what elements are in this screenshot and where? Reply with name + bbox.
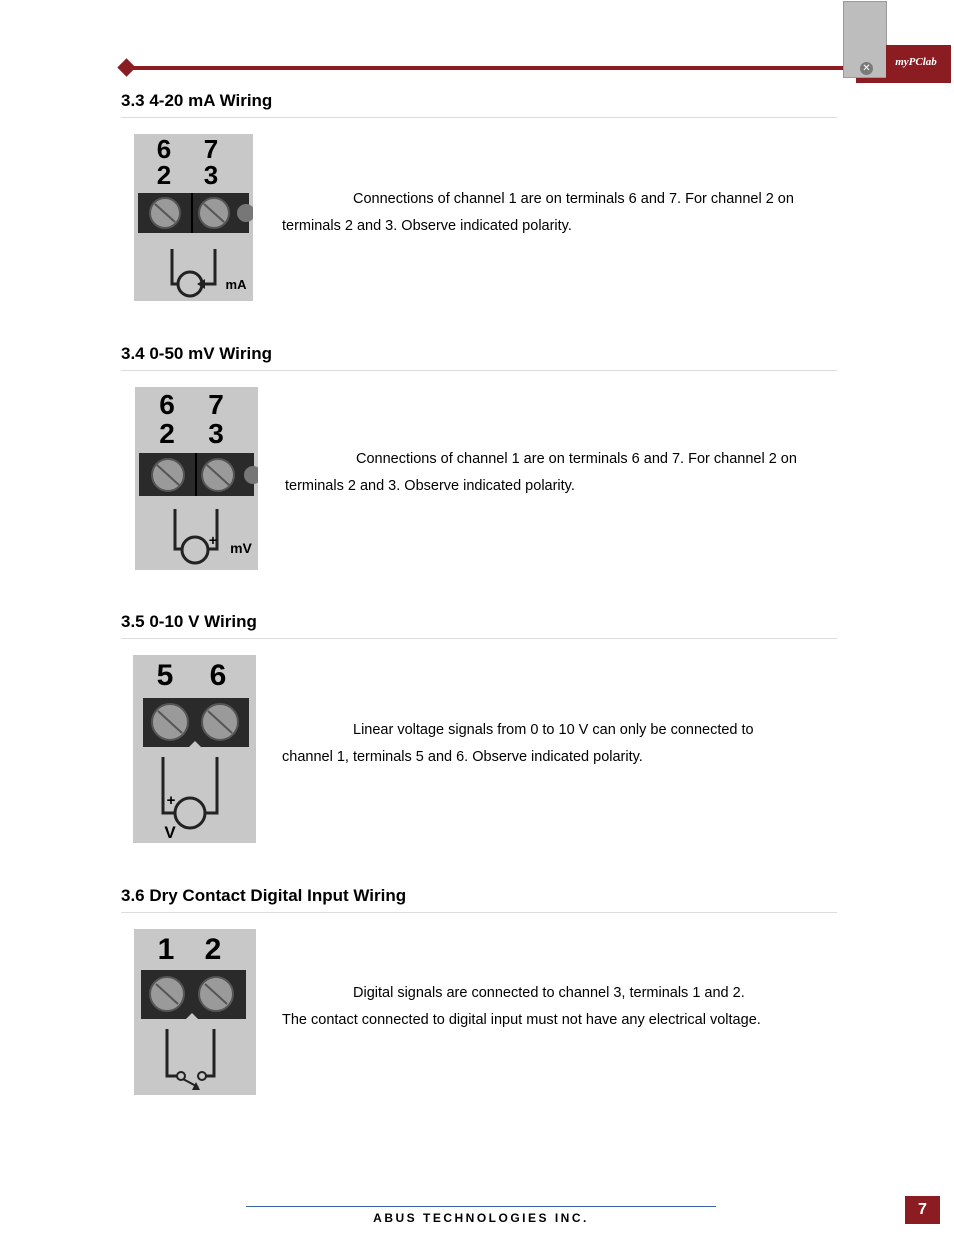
- section-paragraph: [282, 186, 839, 240]
- section-title: 3.5 0-10 V Wiring: [121, 612, 257, 631]
- terminal-label: 5: [156, 659, 174, 692]
- terminal-label: 2: [204, 933, 222, 966]
- section-paragraph: [285, 446, 867, 500]
- terminal-label: 6: [156, 134, 172, 164]
- section-title: 3.3 4-20 mA Wiring: [121, 91, 273, 110]
- section-paragraph: [282, 980, 839, 1034]
- paragraph-line: Linear voltage signals from 0 to 10 V can only be connected to: [353, 722, 754, 738]
- header-rule: [128, 66, 848, 70]
- terminal-label: 2: [156, 160, 172, 190]
- paragraph-line: Digital signals are connected to channel 3, terminals 1 and 2.: [353, 985, 745, 1001]
- terminal-label: 6: [209, 659, 227, 692]
- header-diamond-ornament: [117, 58, 135, 76]
- section-divider: [121, 370, 837, 371]
- page-number: 7: [905, 1196, 940, 1224]
- paragraph-line: Connections of channel 1 are on terminals 6 and 7. For channel 2 on: [356, 451, 797, 467]
- terminal-label: 6: [159, 389, 175, 420]
- svg-text:+: +: [208, 532, 218, 548]
- terminal-label: 3: [208, 418, 224, 449]
- wiring-diagram-ma: [134, 134, 253, 301]
- terminal-label: 7: [208, 389, 224, 420]
- svg-text:+: +: [166, 792, 176, 809]
- section-title: 3.4 0-50 mV Wiring: [121, 344, 273, 363]
- wiring-diagram-mv: [135, 387, 258, 570]
- section-divider: [121, 638, 837, 639]
- paragraph-line: terminals 2 and 3. Observe indicated polarity.: [285, 478, 575, 494]
- paragraph-line: terminals 2 and 3. Observe indicated polarity.: [282, 218, 572, 234]
- paragraph-line: channel 1, terminals 5 and 6. Observe indicated polarity.: [282, 749, 643, 765]
- terminal-label: 2: [159, 418, 175, 449]
- unit-label: V: [164, 823, 176, 842]
- section-title: 3.6 Dry Contact Digital Input Wiring: [121, 886, 407, 905]
- paragraph-line: The contact connected to digital input must not have any electrical voltage.: [282, 1012, 761, 1028]
- terminal-label: 7: [203, 134, 219, 164]
- footer-company: ABUS TECHNOLOGIES INC.: [373, 1211, 589, 1225]
- section-divider: [121, 117, 837, 118]
- unit-label: mA: [225, 277, 247, 292]
- section-divider: [121, 912, 837, 913]
- terminal-label: 1: [157, 933, 175, 966]
- wiring-diagram-dry-contact: [134, 929, 256, 1095]
- paragraph-line: Connections of channel 1 are on terminals 6 and 7. For channel 2 on: [353, 191, 794, 207]
- close-icon[interactable]: ✕: [860, 62, 873, 75]
- brand-logo-text: myPClab: [895, 56, 937, 68]
- wiring-diagram-v: [133, 655, 256, 843]
- footer-rule: [246, 1206, 716, 1207]
- unit-label: mV: [230, 540, 252, 556]
- terminal-label: 3: [203, 160, 219, 190]
- section-paragraph: [282, 717, 839, 771]
